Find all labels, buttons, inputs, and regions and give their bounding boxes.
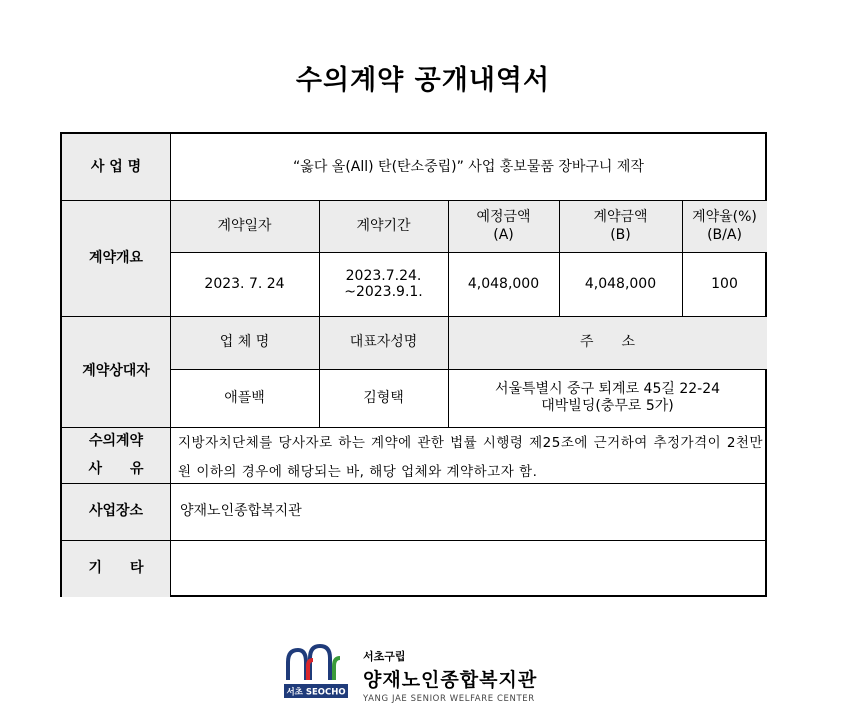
seocho-emblem-icon (280, 640, 356, 700)
project-name-label: 사 업 명 (62, 134, 170, 200)
summary-value-estimated-amount: 4,048,000 (467, 275, 540, 292)
summary-header-contract-rate: 계약율(%) (B/A) (682, 200, 767, 252)
counterparty-header-company: 업 체 명 (170, 316, 319, 369)
emblem-text: 서초 SEOCHO (286, 687, 346, 698)
counterparty-header-representative: 대표자성명 (319, 316, 448, 369)
counterparty-header-address: 주 소 (448, 316, 767, 369)
etc-label: 기 타 (62, 540, 170, 597)
reason-label-line2: 사 유 (88, 461, 144, 477)
summary-header-contract-amount: 계약금액 (B) (559, 200, 682, 252)
summary-value-contract-rate: 100 (711, 275, 738, 292)
welfare-center-logo (280, 640, 550, 702)
summary-value-contract-amount: 4,048,000 (584, 275, 657, 292)
reason-label (62, 427, 170, 483)
logo-name: 양재노인종합복지관 (363, 669, 538, 691)
project-name-value: “옳다 올(All) 탄(탄소중립)” 사업 홍보물품 장바구니 제작 (293, 158, 644, 175)
disclosure-table (60, 132, 767, 597)
etc-value (170, 540, 767, 597)
summary-header-estimated-amount: 예정금액 (A) (448, 200, 559, 252)
logo-district: 서초구립 (363, 650, 406, 663)
summary-header-period: 계약기간 (319, 200, 448, 252)
logo-english: YANG JAE SENIOR WELFARE CENTER (363, 694, 535, 704)
counterparty-value-address: 서울특별시 중구 퇴계로 45길 22-24 대박빌딩(충무로 5가) (494, 381, 721, 414)
counterparty-value-representative: 김형택 (363, 389, 404, 406)
counterparty-value-company: 애플백 (224, 389, 265, 406)
reason-value: 지방자치단체를 당사자로 하는 계약에 관한 법률 시행령 제25조에 근거하여 추정가격이 2천만원 이하의 경우에 해당되는 바, 해당 업체와 계약하고자 함. (178, 435, 763, 480)
place-value: 양재노인종합복지관 (180, 503, 302, 520)
summary-value-date: 2023. 7. 24 (204, 275, 285, 292)
reason-label-line1: 수의계약 (88, 433, 144, 449)
summary-value-period: 2023.7.24. ~2023.9.1. (344, 267, 423, 300)
counterparty-label: 계약상대자 (62, 316, 170, 427)
summary-header-date: 계약일자 (170, 200, 319, 252)
document-title: 수의계약 공개내역서 (295, 65, 551, 96)
contract-summary-label: 계약개요 (62, 200, 170, 316)
place-label: 사업장소 (62, 483, 170, 540)
